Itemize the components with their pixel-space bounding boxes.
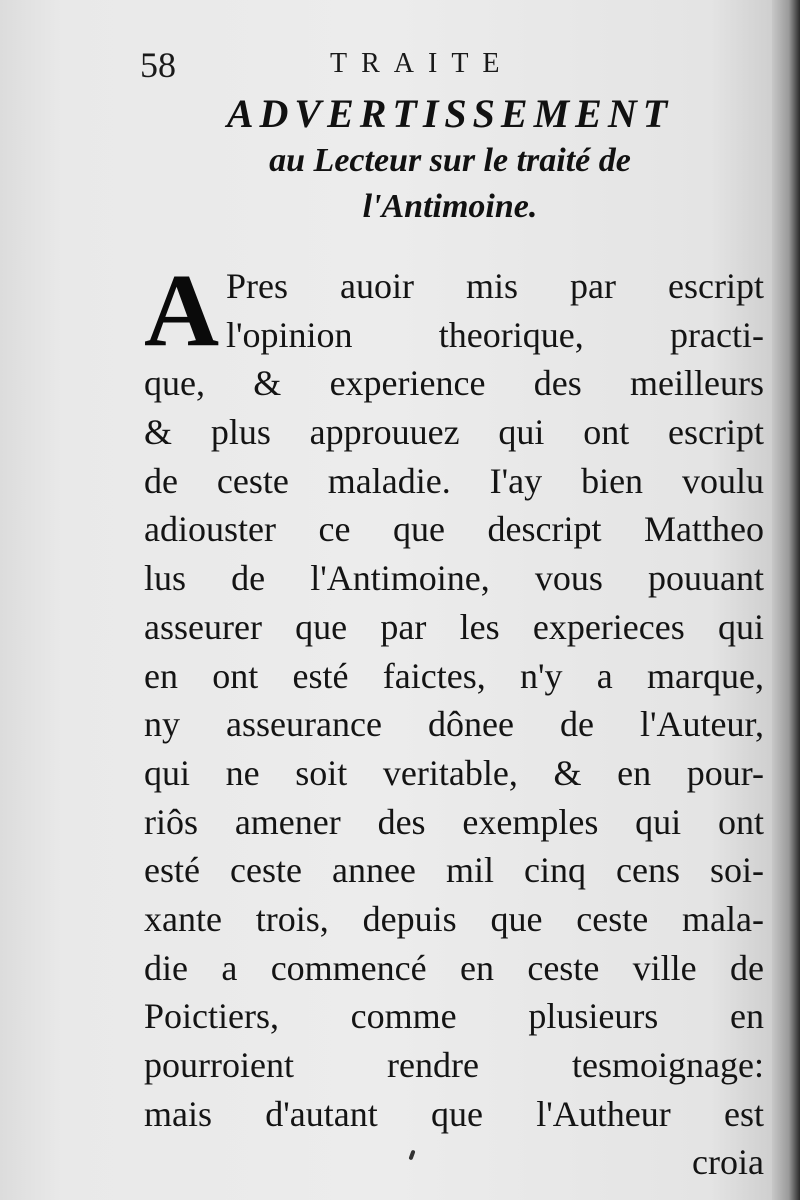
text-line: en ont esté faictes, n'y a marque, <box>144 655 764 696</box>
page-edge-shadow <box>772 0 800 1200</box>
section-heading <box>150 90 750 230</box>
text-line: riôs amener des exemples qui ont <box>144 801 764 842</box>
text-line: xante trois, depuis que ceste mala- <box>144 898 764 939</box>
text-line: adiouster ce que descript Mattheo <box>144 509 764 550</box>
text-line: lus de l'Antimoine, vous pouuant <box>144 558 764 599</box>
text-line: l'opinion theorique, practi- <box>226 314 764 355</box>
text-line: Pres auoir mis par escript <box>226 266 764 306</box>
text-line: asseurer que par les experieces qui <box>144 606 764 647</box>
text-line: die a commencé en ceste ville de <box>144 947 764 988</box>
text-line: Poictiers, comme plusieurs en <box>144 996 764 1037</box>
page-number: 58 <box>140 45 176 85</box>
heading-subtitle-line1: au Lecteur sur le traité de <box>269 142 631 179</box>
text-line: qui ne soit veritable, & en pour- <box>144 752 764 793</box>
catchword: croia <box>692 1142 764 1183</box>
body-text <box>144 253 764 1187</box>
text-line: ny asseurance dônee de l'Auteur, <box>144 704 764 745</box>
text-line: mais d'autant que l'Autheur est <box>144 1093 764 1134</box>
heading-title: ADVERTISSEMENT <box>226 91 674 136</box>
text-line: que, & experience des meilleurs <box>144 363 764 404</box>
text-line: pourroient rendre tesmoignage: <box>144 1045 764 1085</box>
heading-subtitle-line2: l'Antimoine. <box>362 188 538 225</box>
running-title: TRAITE <box>330 48 514 79</box>
running-head <box>140 44 740 84</box>
text-line: de ceste maladie. I'ay bien voulu <box>144 460 764 501</box>
drop-cap: A <box>144 253 220 368</box>
text-line: esté ceste annee mil cinq cens soi- <box>144 850 764 891</box>
text-line: & plus approuuez qui ont escript <box>144 412 764 453</box>
